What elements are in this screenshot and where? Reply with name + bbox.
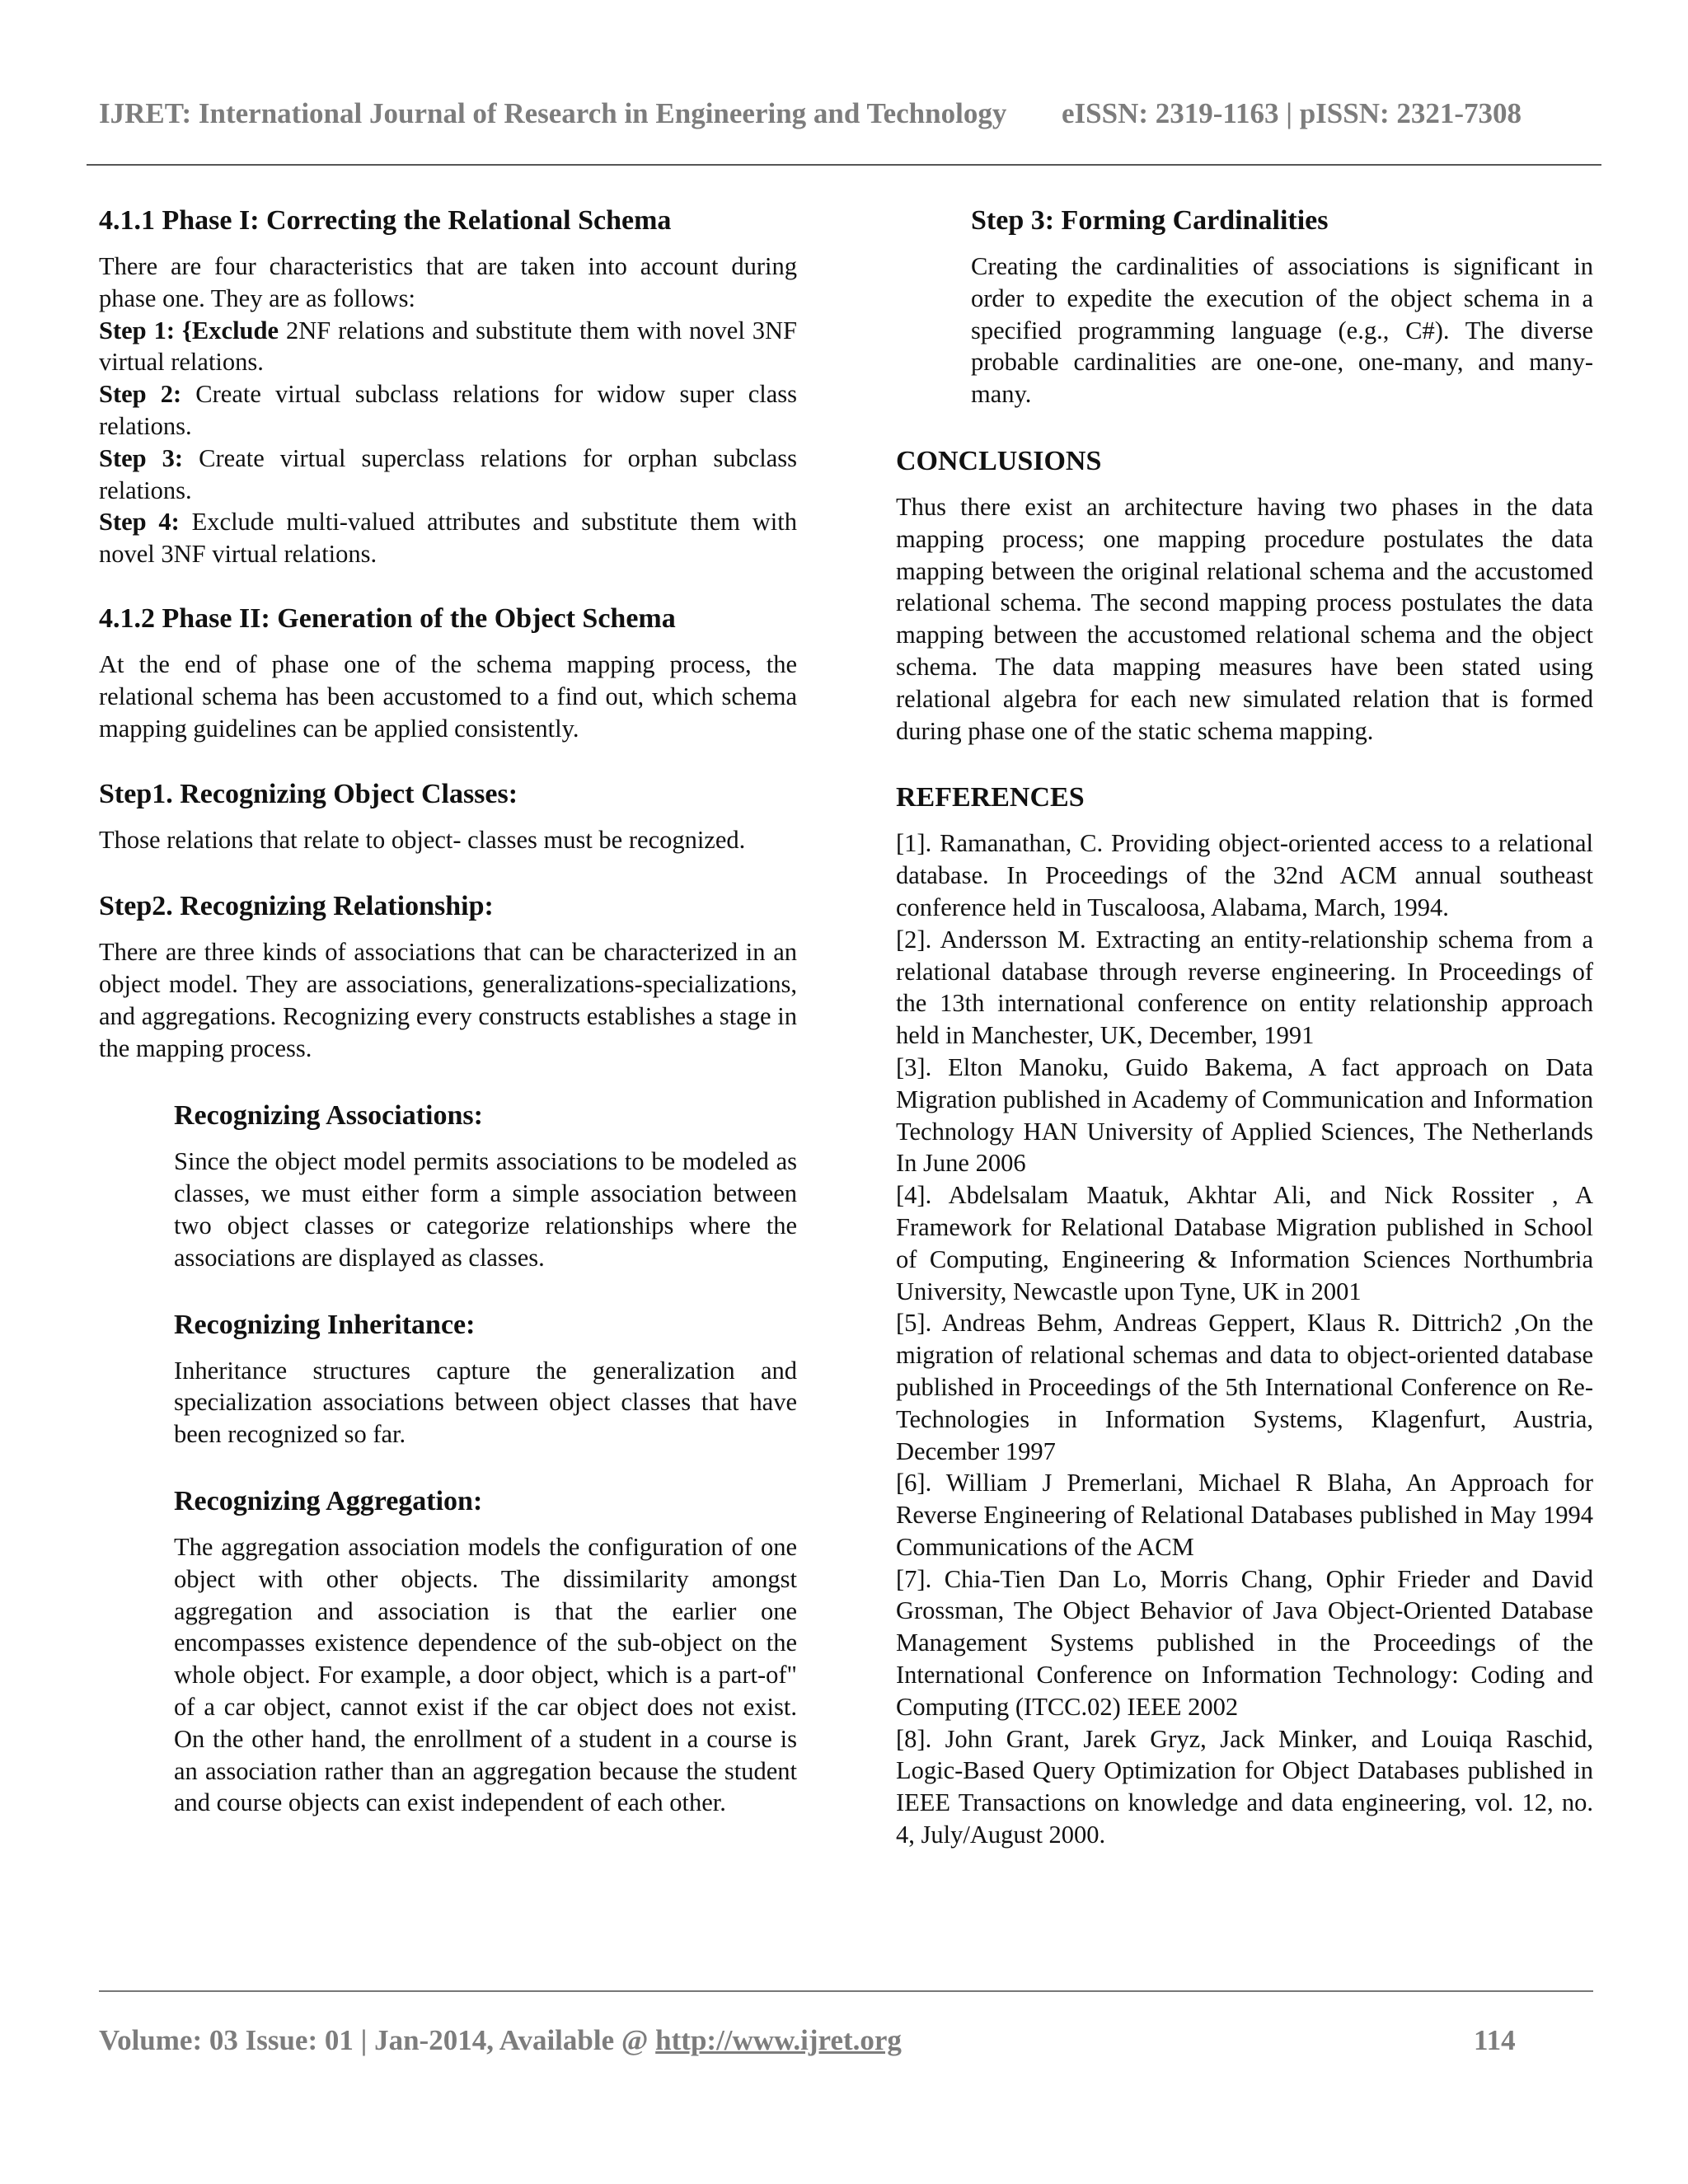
reference-item: [8]. John Grant, Jarek Gryz, Jack Minker, and Louiqa Raschid, Logic-Based Query Optimization for Object Databases published in IEEE Transactions on knowledge and data engineering, vol. 12, no. 4, July/August 2000.: [896, 1724, 1593, 1849]
reference-item: [5]. Andreas Behm, Andreas Geppert, Klaus R. Dittrich2 ,On the migration of relational schemas and data to object-oriented database published in Proceedings of the 5th International Conference on Re-Technologies in Information Systems, Klagenfurt, Austria, December 1997: [896, 1309, 1593, 1465]
conclusions-heading: CONCLUSIONS: [896, 445, 1102, 476]
reference-item: [6]. William J Premerlani, Michael R Blaha, An Approach for Reverse Engineering of Relational Databases published in May 1994 Communications of the ACM: [896, 1469, 1593, 1561]
step3-text: Creating the cardinalities of associations is significant in order to expedite the execution of the object schema in a specified programming language (e.g., C#). The diverse probable cardinalities are one-one, one-many, and many-many.: [971, 252, 1593, 409]
associations-text: Since the object model permits associations to be modeled as classes, we must either form a simple association between two object classes or categorize relationships where the associations are displayed as classes.: [174, 1147, 797, 1272]
step3-block: [971, 203, 1593, 410]
step2-heading: Step2. Recognizing Relationship:: [99, 891, 494, 922]
recognizing-subsections: [174, 1098, 797, 1819]
right-column: [896, 203, 1593, 1851]
journal-url-link[interactable]: http://www.ijret.org: [655, 2024, 902, 2056]
step2-text: There are three kinds of associations that can be characterized in an object model. They are associations, generalizations-specializations, and aggregations. Recognizing every constructs establishes a stage in the mapping process.: [99, 938, 797, 1062]
footer-divider: [99, 1990, 1593, 1992]
step3-heading: Step 3: Forming Cardinalities: [971, 205, 1329, 236]
phase1-heading: 4.1.1 Phase I: Correcting the Relational Schema: [99, 205, 672, 236]
reference-item: [1]. Ramanathan, C. Providing object-oriented access to a relational database. In Proceedings of the 32nd ACM annual southeast conference held in Tuscaloosa, Alabama, March, 1994.: [896, 829, 1593, 921]
inheritance-heading: Recognizing Inheritance:: [174, 1309, 476, 1340]
step-text: Create virtual subclass relations for widow super class relations.: [99, 380, 797, 440]
step-label: Step 4:: [99, 508, 180, 537]
step-label: Step 3:: [99, 443, 184, 472]
aggregation-text: The aggregation association models the configuration of one object with other objects. The dissimilarity amongst aggregation and association is that the earlier one encompasses existence dependence of the sub-object on the whole object. For example, a door object, which is a part-of" of a car object, cannot exist if the car object does not exist. On the other hand, the enrollment of a student in a course is an association rather than an aggregation because the student and course objects can exist independent of each other.: [174, 1532, 797, 1817]
phase1-step: [99, 506, 797, 570]
phase1-step: [99, 378, 797, 443]
reference-item: [2]. Andersson M. Extracting an entity-relationship schema from a relational database through reverse engineering. In Proceedings of the 13th international conference on entity relationship approach held in Manchester, UK, December, 1991: [896, 925, 1593, 1050]
volume-info: Volume: 03 Issue: 01 | Jan-2014, Available @: [99, 2024, 656, 2056]
phase2-heading: 4.1.2 Phase II: Generation of the Object Schema: [99, 602, 676, 634]
step-label: Step 1: {Exclude: [99, 316, 279, 344]
phase1-intro: There are four characteristics that are taken into account during phase one. They are as follows:: [99, 252, 797, 312]
running-header: [99, 97, 1582, 130]
issn-info: eISSN: 2319-1163 | pISSN: 2321-7308: [1062, 97, 1522, 129]
reference-item: [7]. Chia-Tien Dan Lo, Morris Chang, Ophir Frieder and David Grossman, The Object Behavior of Java Object-Oriented Database Management Systems published in the Proceedings of the International Conference on Information Technology: Coding and Computing (ITCC.02) IEEE 2002: [896, 1564, 1593, 1721]
step-label: Step 2:: [99, 380, 182, 409]
header-divider: [87, 164, 1601, 166]
step-text: 2NF relations and substitute them with novel 3NF virtual relations.: [99, 316, 797, 377]
phase2-text: At the end of phase one of the schema mapping process, the relational schema has been accustomed to a find out, which schema mapping guidelines can be applied consistently.: [99, 649, 797, 743]
references-heading: REFERENCES: [896, 782, 1085, 813]
step-text: Exclude multi-valued attributes and substitute them with novel 3NF virtual relations.: [99, 508, 797, 569]
left-column: [99, 203, 797, 1819]
step1-heading: Step1. Recognizing Object Classes:: [99, 779, 518, 810]
page-number: 114: [1474, 2024, 1516, 2056]
phase1-step: [99, 315, 797, 379]
inheritance-text: Inheritance structures capture the generalization and specialization associations between object classes that have been recognized so far.: [174, 1356, 797, 1449]
aggregation-heading: Recognizing Aggregation:: [174, 1485, 483, 1516]
step-text: Create virtual superclass relations for orphan subclass relations.: [99, 443, 797, 504]
step1-text: Those relations that relate to object- classes must be recognized.: [99, 826, 746, 855]
running-footer: [99, 2024, 1517, 2057]
reference-item: [3]. Elton Manoku, Guido Bakema, A fact approach on Data Migration published in Academy of Communication and Information Technology HAN University of Applied Sciences, The Netherlands In June 2006: [896, 1052, 1593, 1178]
conclusions-text: Thus there exist an architecture having two phases in the data mapping process; one mapping procedure postulates the data mapping between the original relational schema and the accustomed relational schema. The second mapping process postulates the data mapping between the accustomed relational schema and the object schema. The data mapping measures have been stated using relational algebra for each new simulated relation that is formed during phase one of the static schema mapping.: [896, 492, 1593, 745]
references-list: [896, 827, 1593, 1851]
reference-item: [4]. Abdelsalam Maatuk, Akhtar Ali, and Nick Rossiter , A Framework for Relational Database Migration published in School of Computing, Engineering & Information Sciences Northumbria University, Newcastle upon Tyne, UK in 2001: [896, 1181, 1593, 1305]
journal-title: IJRET: International Journal of Research in Engineering and Technology: [99, 97, 1007, 129]
phase1-step: [99, 443, 797, 507]
associations-heading: Recognizing Associations:: [174, 1100, 483, 1132]
